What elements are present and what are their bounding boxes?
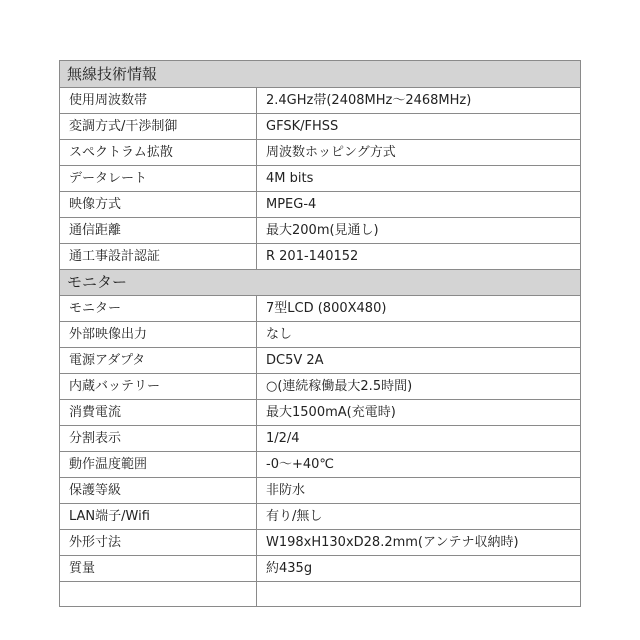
section-title: モニター [60, 270, 581, 296]
table-row [60, 530, 581, 556]
table-row [60, 426, 581, 452]
row-value: 最大1500mA(充電時) [257, 400, 581, 426]
table-row [60, 296, 581, 322]
section-title: 無線技術情報 [60, 61, 581, 88]
row-value: 有り/無し [257, 504, 581, 530]
row-label: モニター [60, 296, 257, 322]
row-value: 最大200m(見通し) [257, 218, 581, 244]
row-label: 保護等級 [60, 478, 257, 504]
row-value: ○(連続稼働最大2.5時間) [257, 374, 581, 400]
table-row [60, 348, 581, 374]
row-label: 映像方式 [60, 192, 257, 218]
row-label: 外部映像出力 [60, 322, 257, 348]
section-header-wireless [60, 61, 581, 88]
table-row [60, 114, 581, 140]
row-label: 使用周波数帯 [60, 88, 257, 114]
row-label: 消費電流 [60, 400, 257, 426]
section-header-monitor [60, 270, 581, 296]
row-value: 1/2/4 [257, 426, 581, 452]
row-value: 非防水 [257, 478, 581, 504]
row-value [257, 582, 581, 607]
table-row [60, 452, 581, 478]
row-value: GFSK/FHSS [257, 114, 581, 140]
row-value: W198xH130xD28.2mm(アンテナ収納時) [257, 530, 581, 556]
table-row [60, 504, 581, 530]
row-label: スペクトラム拡散 [60, 140, 257, 166]
row-value: MPEG-4 [257, 192, 581, 218]
row-value: 周波数ホッピング方式 [257, 140, 581, 166]
table-row [60, 244, 581, 270]
table-row [60, 192, 581, 218]
row-value: 約435g [257, 556, 581, 582]
row-label: 変調方式/干渉制御 [60, 114, 257, 140]
table-row [60, 218, 581, 244]
row-label: 通工事設計認証 [60, 244, 257, 270]
row-label: 通信距離 [60, 218, 257, 244]
row-label: データレート [60, 166, 257, 192]
table-row [60, 322, 581, 348]
spec-table [59, 60, 581, 607]
row-value: 7型LCD (800X480) [257, 296, 581, 322]
table-row [60, 400, 581, 426]
row-value: DC5V 2A [257, 348, 581, 374]
row-label: 内蔵バッテリー [60, 374, 257, 400]
table-row [60, 556, 581, 582]
row-label: 質量 [60, 556, 257, 582]
table-row [60, 582, 581, 607]
row-label: 動作温度範囲 [60, 452, 257, 478]
row-label [60, 582, 257, 607]
row-value: R 201-140152 [257, 244, 581, 270]
table-row [60, 166, 581, 192]
row-value: なし [257, 322, 581, 348]
row-value: 4M bits [257, 166, 581, 192]
row-label: 電源アダプタ [60, 348, 257, 374]
table-row [60, 140, 581, 166]
row-label: LAN端子/Wifi [60, 504, 257, 530]
row-label: 外形寸法 [60, 530, 257, 556]
table-row [60, 88, 581, 114]
table-row [60, 374, 581, 400]
table-row [60, 478, 581, 504]
row-value: 2.4GHz帯(2408MHz～2468MHz) [257, 88, 581, 114]
row-label: 分割表示 [60, 426, 257, 452]
row-value: -0～+40℃ [257, 452, 581, 478]
